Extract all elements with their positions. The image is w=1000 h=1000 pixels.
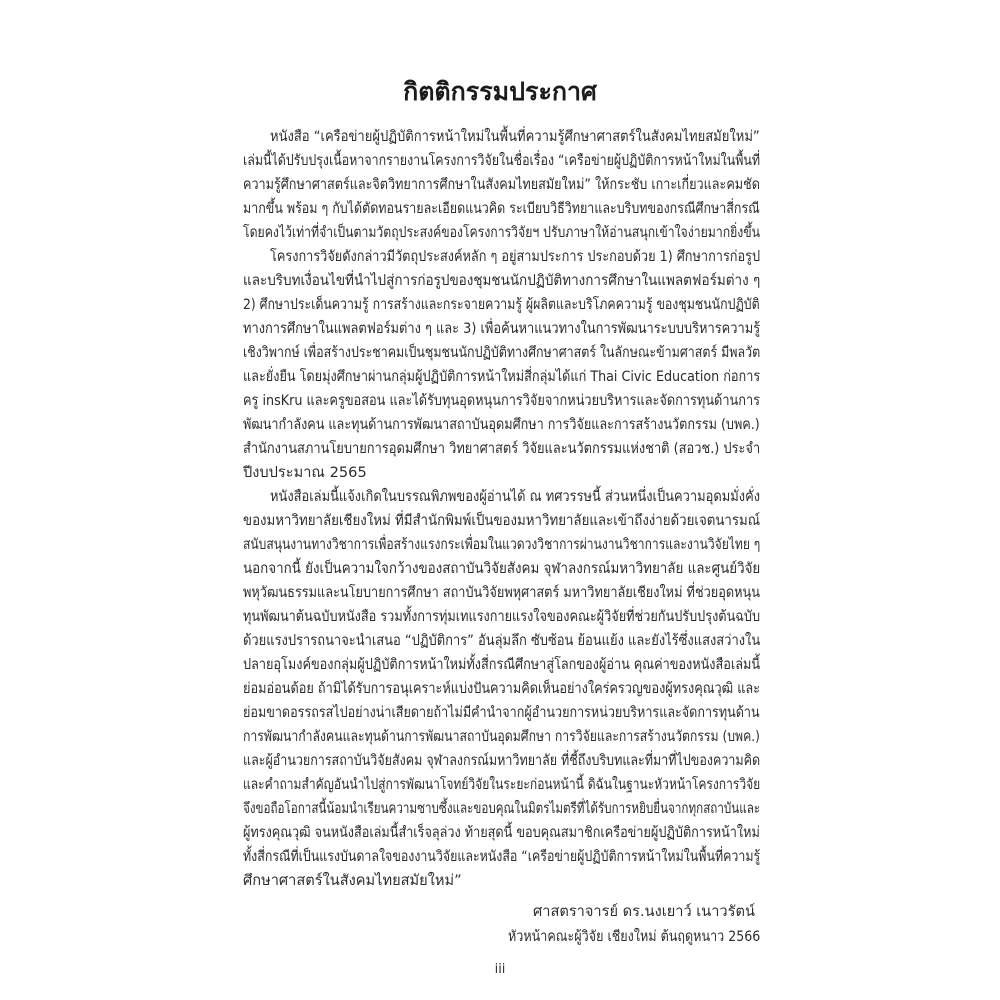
paragraph-1-line-2: เล่มนี้ได้ปรับปรุงเนื้อหาจากรายงานโครงการวิจัยในชื่อเรื่อง “เครือข่ายผู้ปฏิบัติการหน้าใหม่ในพื้นที่ bbox=[243, 152, 761, 169]
page-number: iii bbox=[494, 962, 506, 977]
paragraph-2-line-8: พัฒนากำลังคน และทุนด้านการพัฒนาสถาบันอุดมศึกษา การวิจัยและการสร้างนวัตกรรม (บพค.) bbox=[243, 416, 760, 433]
paragraph-3-line-15: ผู้ทรงคุณวุฒิ จนหนังสือเล่มนี้สำเร็จลุล่วง ท้ายสุดนี้ ขอบคุณสมาชิกเครือข่ายผู้ปฏิบัติการหน้าใหม่ bbox=[243, 824, 760, 841]
paragraph-1-line-5: โดยคงไว้เท่าที่จำเป็นตามวัตถุประสงค์ของโครงการวิจัยฯ ปรับภาษาให้อ่านสนุกเข้าใจง่ายมากยิ่งขึ้น bbox=[243, 224, 761, 241]
paragraph-3-line-13: และคำถามสำคัญอันนำไปสู่การพัฒนาโจทย์วิจัยในระยะก่อนหน้านี้ ดิฉันในฐานะหัวหน้าโครงการวิจัย bbox=[243, 776, 761, 793]
paragraph-3-line-14: จึงขอถือโอกาสนี้น้อมนำเรียนความซาบซึ้งและขอบคุณในมิตรไมตรีที่ได้รับการหยิบยื่นจากทุกสถาบันและ bbox=[243, 800, 761, 817]
paragraph-1-line-3: ความรู้ศึกษาศาสตร์และจิตวิทยาการศึกษาในสังคมไทยสมัยใหม่” ให้กระชับ เกาะเกี่ยวและคมชัด bbox=[243, 176, 760, 193]
paragraph-3-line-8: ปลายอุโมงค์ของกลุ่มผู้ปฏิบัติการหน้าใหม่ทั้งสี่กรณีศึกษาสู่โลกของผู้อ่าน คุณค่าของหนังสือเล่มนี้ bbox=[243, 656, 761, 673]
paragraph-1-line-1: หนังสือ “เครือข่ายผู้ปฏิบัติการหน้าใหม่ในพื้นที่ความรู้ศึกษาศาสตร์ในสังคมไทยสมัยใหม่” bbox=[270, 128, 760, 145]
paragraph-2-line-5: เชิงวิพากษ์ เพื่อสร้างประชาคมเป็นชุมชนนักปฏิบัติทางศึกษาศาสตร์ ในลักษณะข้ามศาสตร์ มีพลวัต bbox=[243, 344, 761, 361]
paragraph-2-line-4: ทางการศึกษาในแพลตฟอร์มต่าง ๆ และ 3) เพื่อค้นหาแนวทางในการพัฒนาระบบบริหารความรู้ bbox=[243, 320, 761, 337]
paragraph-3-line-7: ด้วยแรงปรารถนาจะนำเสนอ “ปฏิบัติการ” อันลุ่มลึก ซับซ้อน ย้อนแย้ง และยังไร้ซึ่งแสงสว่างใน bbox=[243, 632, 761, 649]
paragraph-3-line-6: ทุนพัฒนาต้นฉบับหนังสือ รวมทั้งการทุ่มเทแรงกายแรงใจของคณะผู้วิจัยที่ช่วยกันปรับปรุงต้นฉบับ bbox=[243, 608, 761, 625]
paragraph-2-line-2: และบริบทเงื่อนไขที่นำไปสู่การก่อรูปของชุมชนนักปฏิบัติทางการศึกษาในแพลตฟอร์มต่าง ๆ bbox=[243, 272, 761, 289]
signature-role: หัวหน้าคณะผู้วิจัย เชียงใหม่ ต้นฤดูหนาว 2566 bbox=[508, 928, 761, 945]
paragraph-3-line-3: สนับสนุนงานทางวิชาการเพื่อสร้างแรงกระเพื่อมในแวดวงวิชาการผ่านงานวิชาการและงานวิจัยไทย ๆ bbox=[243, 536, 761, 553]
paragraph-3-line-11: การพัฒนากำลังคนและทุนด้านการพัฒนาสถาบันอุดมศึกษา การวิจัยและการสร้างนวัตกรรม (บพค.) bbox=[243, 728, 760, 745]
paragraph-2-line-7: ครู insKru และครูขอสอน และได้รับทุนอุดหนุนการวิจัยจากหน่วยบริหารและจัดการทุนด้านการ bbox=[243, 392, 760, 409]
paragraph-2-line-9: สำนักงานสภานโยบายการอุดมศึกษา วิทยาศาสตร์ วิจัยและนวัตกรรมแห่งชาติ (สอวช.) ประจำ bbox=[243, 440, 761, 457]
paragraph-2-line-10: ปีงบประมาณ 2565 bbox=[243, 464, 367, 481]
paragraph-2-line-6: และยั่งยืน โดยมุ่งศึกษาผ่านกลุ่มผู้ปฏิบัติการหน้าใหม่สี่กลุ่มได้แก่ Thai Civic Education ก่อการ bbox=[243, 368, 761, 385]
paragraph-2-line-1: โครงการวิจัยดังกล่าวมีวัตถุประสงค์หลัก ๆ อยู่สามประการ ประกอบด้วย 1) ศึกษาการก่อรูป bbox=[270, 248, 761, 265]
paragraph-3-line-5: พหุวัฒนธรรมและนโยบายการศึกษา สถาบันวิจัยพหุศาสตร์ มหาวิทยาลัยเชียงใหม่ ที่ช่วยอุดหนุน bbox=[243, 584, 760, 601]
paragraph-3-line-10: ย่อมขาดอรรถรสไปอย่างน่าเสียดายถ้าไม่มีคำนำจากผู้อำนวยการหน่วยบริหารและจัดการทุนด้าน bbox=[243, 704, 760, 721]
paragraph-3-line-1: หนังสือเล่มนี้แจ้งเกิดในบรรณพิภพของผู้อ่านได้ ณ ทศวรรษนี้ ส่วนหนึ่งเป็นความอุดมมั่งคั่ง bbox=[270, 488, 761, 505]
paragraph-1-line-4: มากขึ้น พร้อม ๆ กับได้ตัดทอนรายละเอียดแนวคิด ระเบียบวิธีวิทยาและบริบทของกรณีศึกษาสี่กรณี bbox=[243, 200, 760, 217]
paragraph-3-line-16: ทั้งสี่กรณีที่เป็นแรงบันดาลใจของงานวิจัยและหนังสือ “เครือข่ายผู้ปฏิบัติการหน้าใหม่ในพื้นที่ความรู้ bbox=[243, 848, 761, 865]
paragraph-2-line-3: 2) ศึกษาประเด็นความรู้ การสร้างและกระจายความรู้ ผู้ผลิตและบริโภคความรู้ ของชุมชนนักปฏิบัติ bbox=[243, 296, 760, 313]
paragraph-3-line-2: ของมหาวิทยาลัยเชียงใหม่ ที่มีสำนักพิมพ์เป็นของมหาวิทยาลัยและเข้าถึงง่ายด้วยเจตนารมณ์ bbox=[243, 512, 761, 529]
paragraph-3-line-4: นอกจากนี้ ยังเป็นความใจกว้างของสถาบันวิจัยสังคม จุฬาลงกรณ์มหาวิทยาลัย และศูนย์วิจัย bbox=[243, 560, 761, 577]
paragraph-3-line-17: ศึกษาศาสตร์ในสังคมไทยสมัยใหม่” bbox=[243, 872, 462, 889]
paragraph-3-line-9: ย่อมอ่อนด้อย ถ้ามิได้รับการอนุเคราะห์แบ่งปันความคิดเห็นอย่างใคร่ครวญของผู้ทรงคุณวุฒิ และ bbox=[243, 680, 761, 697]
signature-name: ศาสตราจารย์ ดร.นงเยาว์ เนาวรัตน์ bbox=[533, 903, 755, 920]
page-title: กิตติกรรมประกาศ bbox=[403, 77, 597, 106]
paragraph-3-line-12: และผู้อำนวยการสถาบันวิจัยสังคม จุฬาลงกรณ์มหาวิทยาลัย ที่ชี้ถึงบริบทและที่มาที่ไปของความคิด bbox=[243, 752, 761, 769]
